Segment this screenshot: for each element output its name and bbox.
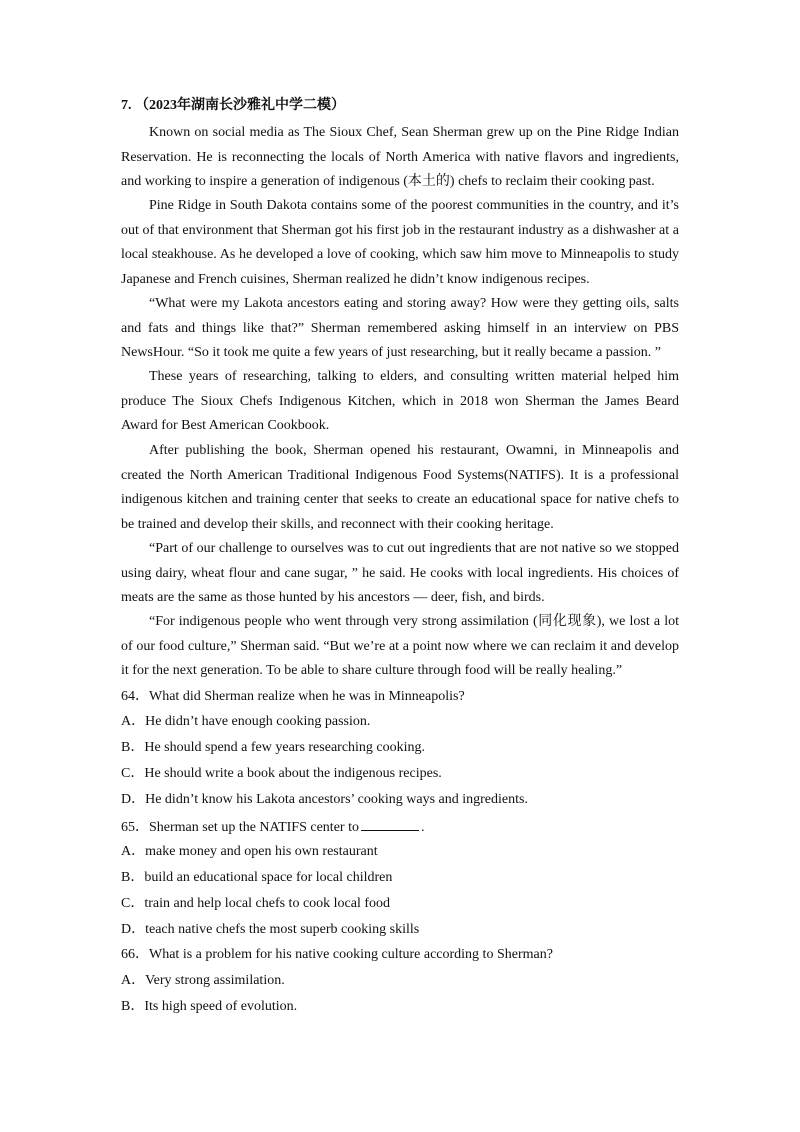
question-66-option-b: B．Its high speed of evolution. <box>121 999 298 1014</box>
passage-paragraph-2: Pine Ridge in South Dakota contains some of the poorest communities in the country, and it’s out of that environment that Sherman got his first job in the restaurant industry as a dishwasher at a local steakhouse. As he developed a love of cooking, which saw him move to Minneapolis to study Japanese and French cuisines, Sherman realized he didn’t know indigenous recipes. <box>121 198 679 287</box>
question-65-stem: 65．Sherman set up the NATIFS center to <box>121 820 359 835</box>
answer-blank <box>361 818 419 831</box>
question-65-option-c: C．train and help local chefs to cook local food <box>121 896 391 911</box>
passage-paragraph-6: “Part of our challenge to ourselves was to cut out ingredients that are not native so we stopped using dairy, wheat flour and cane sugar, ” he said. He cooks with local ingredients. His choices of meats are the same as those hunted by his ancestors — deer, fish, and birds. <box>121 541 679 605</box>
question-66-option-a: A．Very strong assimilation. <box>121 973 285 988</box>
question-65-option-a: A．make money and open his own restaurant <box>121 844 378 859</box>
question-65-stem-end: . <box>420 820 425 835</box>
question-64-option-d: D．He didn’t know his Lakota ancestors’ cooking ways and ingredients. <box>121 792 528 807</box>
question-65-stem-line <box>121 818 424 836</box>
question-65-option-d: D．teach native chefs the most superb cooking skills <box>121 922 420 937</box>
question-heading: 7. （2023年湖南长沙雅礼中学二模） <box>121 98 345 113</box>
question-66-stem: 66．What is a problem for his native cooking culture according to Sherman? <box>121 947 553 962</box>
question-64-option-b: B．He should spend a few years researching cooking. <box>121 740 426 755</box>
passage-paragraph-4: These years of researching, talking to elders, and consulting written material helped him produce The Sioux Chefs Indigenous Kitchen, which in 2018 won Sherman the James Beard Award for Best American Cookbook. <box>121 369 679 433</box>
question-64-option-c: C．He should write a book about the indigenous recipes. <box>121 766 442 781</box>
passage-paragraph-1: Known on social media as The Sioux Chef, Sean Sherman grew up on the Pine Ridge Indian Reservation. He is reconnecting the locals of North America with native flavors and ingredients, and working to inspire a generation of indigenous (本土的) chefs to reclaim their cooking past. <box>121 125 679 189</box>
question-64-stem: 64．What did Sherman realize when he was in Minneapolis? <box>121 689 465 704</box>
passage-paragraph-5: After publishing the book, Sherman opened his restaurant, Owamni, in Minneapolis and created the North American Traditional Indigenous Food Systems(NATIFS). It is a professional indigenous kitchen and training center that seeks to create an educational space for native chefs to be trained and develop their skills, and reconnect with their cooking heritage. <box>121 443 679 532</box>
passage-paragraph-3: “What were my Lakota ancestors eating and storing away? How were they getting oils, salts and fats and things like that?” Sherman remembered asking himself in an interview on PBS NewsHour. “So it took me quite a few years of just researching, but it really became a passion. ” <box>121 296 679 360</box>
passage-paragraph-7: “For indigenous people who went through very strong assimilation (同化现象), we lost a lot of our food culture,” Sherman said. “But we’re at a point now where we can reclaim it and develop it for the next generation. To be able to share culture through food will be really healing.” <box>121 614 679 678</box>
question-64-option-a: A．He didn’t have enough cooking passion. <box>121 714 371 729</box>
question-65-option-b: B．build an educational space for local children <box>121 870 393 885</box>
